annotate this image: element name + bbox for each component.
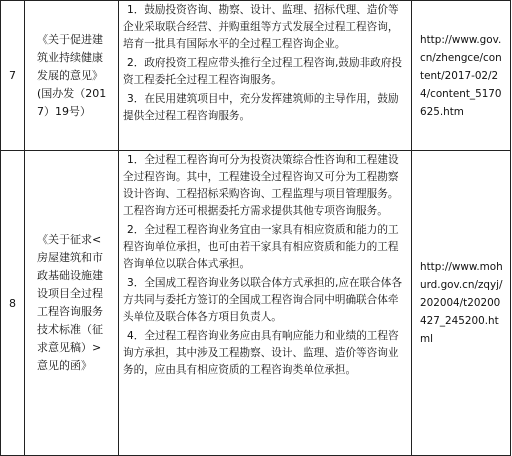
policy-point: 1．鼓励投资咨询、勘察、设计、监理、招标代理、造价等企业采取联合经营、并购重组等方式发展全过程工程咨询，培育一批具有国际水平的全过程工程咨询企业。	[123, 4, 399, 50]
policy-point: 3．全国成工程咨询业务以联合体方式承担的,应在联合体各方共同与委托方签订的全国成工程咨询合同中明确联合体牵头单位及联合体各方項目负责人。	[123, 277, 402, 323]
row-number: 8	[1, 151, 25, 456]
policy-content	[119, 1, 412, 151]
document-title: 《关于征求<房屋建筑和市政基础设施建设项目全过程工程咨询服务技术标准（征求意见稿）>意见的函》	[25, 151, 119, 456]
document-title: 《关于促进建筑业持续健康发展的意见》(国办发（2017）19号）	[25, 1, 119, 151]
table-row	[1, 1, 511, 151]
policy-point: 1．全过程工程咨询可分为投资决策综合性咨询和工程建设全过程咨询。其中，工程建设全过程咨询又可分为工程勘察设计咨询、工程招标采购咨询、工程监理与项目管理服务。工程咨询方还可根据委托方需求提供其他专项咨询服务。	[123, 154, 399, 217]
table-row	[1, 151, 511, 456]
policy-point: 3．在民用建筑项目中，充分发挥建筑师的主导作用，鼓励提供全过程工程咨询服务。	[123, 93, 399, 122]
source-url: http://www.gov.cn/zhengce/content/2017-02/24/content_5170625.htm	[412, 1, 511, 151]
row-number: 7	[1, 1, 25, 151]
source-url: http://www.mohurd.gov.cn/zqyj/202004/t20200427_245200.html	[412, 151, 511, 456]
policy-point: 2．全过程工程咨询业务宜由一家具有相应资质和能力的工程咨询单位承担，也可由若干家具有相应资质和能力的工程咨询单位以联合体式承担。	[123, 224, 399, 270]
policy-point: 2．政府投资工程应带头推行全过程工程咨询,鼓励非政府投资工程委托全过程工程咨询服务。	[123, 57, 402, 86]
policy-content	[119, 151, 412, 456]
policy-point: 4．全过程工程咨询业务应由具有响应能力和业绩的工程咨询方承担，其中涉及工程勘察、设计、监理、造价等咨询业务的，应由具有相应资质的工程咨询类单位承担。	[123, 330, 399, 376]
